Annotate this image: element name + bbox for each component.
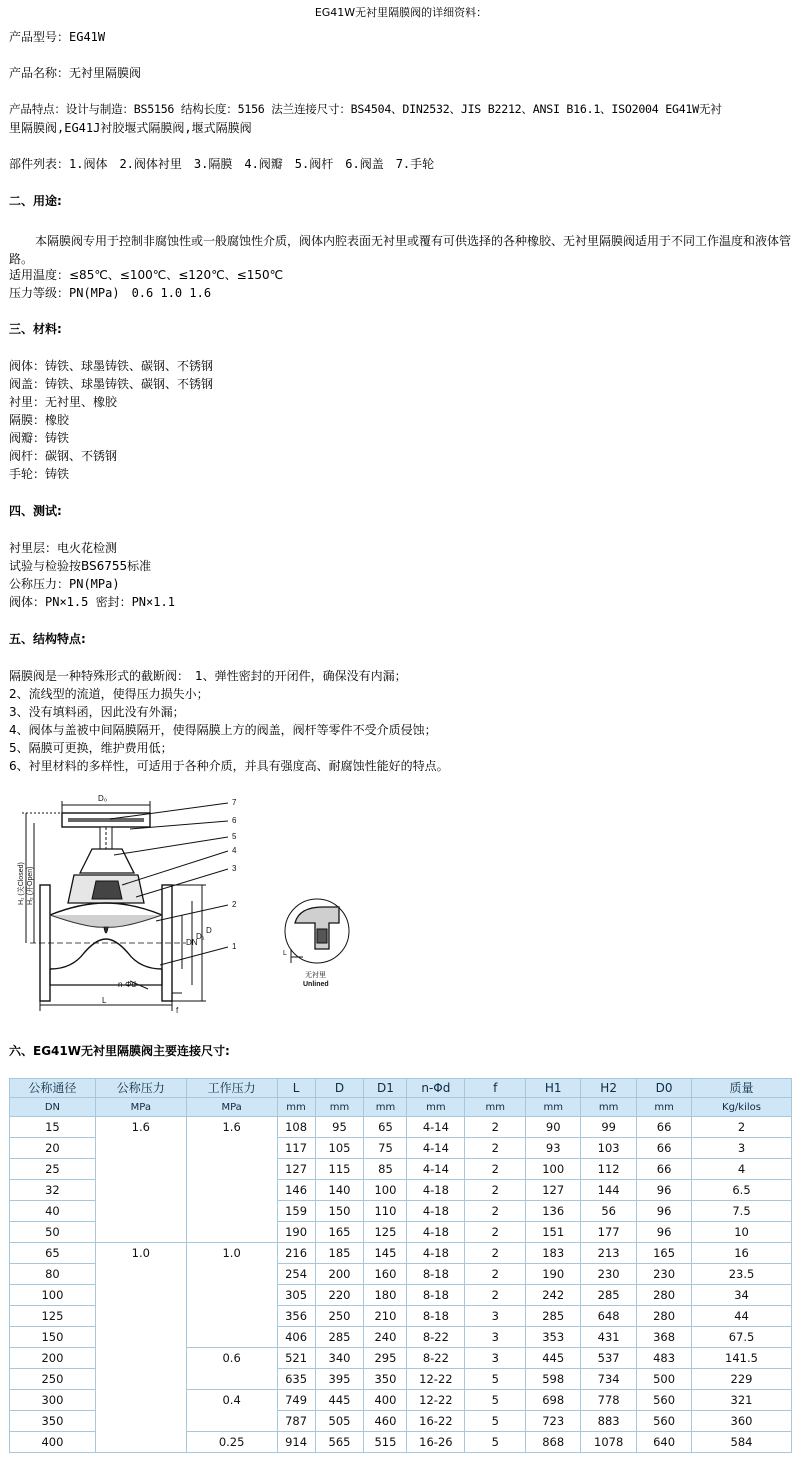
- cell-f: 5: [465, 1390, 526, 1411]
- cell-weight: 23.5: [692, 1264, 792, 1285]
- structure-item: 6、衬里材料的多样性，可适用于各种介质，并具有强度高、耐腐蚀性能好的特点。: [9, 759, 449, 773]
- cell-working-pressure: 1.0: [186, 1243, 277, 1348]
- section-structure-title: 五、结构特点:: [9, 632, 86, 646]
- cell-nominal-pressure: 1.0: [95, 1243, 186, 1453]
- cell-d: 200: [315, 1264, 364, 1285]
- unit-cell: mm: [465, 1098, 526, 1117]
- structure-item: 2、流线型的流道，使得压力损失小；: [9, 687, 209, 701]
- cell-dn: 400: [10, 1432, 96, 1453]
- cell-d0: 560: [637, 1411, 692, 1432]
- cell-f: 3: [465, 1306, 526, 1327]
- cell-f: 2: [465, 1180, 526, 1201]
- structure-item: 4、阀体与盖被中间隔膜隔开，使得隔膜上方的阀盖，阀杆等零件不受介质侵蚀；: [9, 723, 437, 737]
- cell-h1: 136: [526, 1201, 581, 1222]
- material-item: 阀杆：碳钢、不锈钢: [9, 449, 118, 463]
- cell-d0: 96: [637, 1222, 692, 1243]
- header-cell: 公称压力: [95, 1079, 186, 1098]
- cell-h1: 127: [526, 1180, 581, 1201]
- cell-d0: 640: [637, 1432, 692, 1453]
- structure-item: 3、没有填料函，因此没有外漏；: [9, 705, 185, 719]
- cell-d0: 280: [637, 1285, 692, 1306]
- cell-d1: 100: [364, 1180, 407, 1201]
- cell-d0: 500: [637, 1369, 692, 1390]
- material-item: 衬里：无衬里、橡胶: [9, 395, 118, 409]
- detail-label-cn: 无衬里: [305, 972, 326, 979]
- cell-weight: 44: [692, 1306, 792, 1327]
- cell-bolts: 4-18: [407, 1222, 465, 1243]
- cell-bolts: 12-22: [407, 1369, 465, 1390]
- cell-d0: 368: [637, 1327, 692, 1348]
- cell-dn: 25: [10, 1159, 96, 1180]
- cell-l: 117: [277, 1138, 315, 1159]
- cell-dn: 40: [10, 1201, 96, 1222]
- cell-f: 2: [465, 1222, 526, 1243]
- cell-bolts: 8-22: [407, 1327, 465, 1348]
- cell-h2: 112: [581, 1159, 637, 1180]
- header-cell: H2: [581, 1079, 637, 1098]
- cell-bolts: 16-22: [407, 1411, 465, 1432]
- features-line-2: 里隔膜阀,EG41J衬胶堰式隔膜阀,堰式隔膜阀: [9, 121, 252, 135]
- material-item: 阀盖：铸铁、球墨铸铁、碳钢、不锈钢: [9, 377, 214, 391]
- label-dn: DN: [186, 938, 198, 947]
- label-h1: H₁ (关Closed): [18, 862, 25, 905]
- table-body: [10, 1117, 792, 1453]
- cell-dn: 15: [10, 1117, 96, 1138]
- cell-bolts: 8-18: [407, 1264, 465, 1285]
- cell-working-pressure: 0.25: [186, 1432, 277, 1453]
- cell-d: 115: [315, 1159, 364, 1180]
- part-number: 4: [232, 846, 237, 855]
- cell-d: 250: [315, 1306, 364, 1327]
- cell-bolts: 8-18: [407, 1285, 465, 1306]
- cell-dn: 200: [10, 1348, 96, 1369]
- cell-weight: 7.5: [692, 1201, 792, 1222]
- header-cell: H1: [526, 1079, 581, 1098]
- cell-f: 3: [465, 1348, 526, 1369]
- cell-h2: 1078: [581, 1432, 637, 1453]
- cell-dn: 20: [10, 1138, 96, 1159]
- cell-d1: 180: [364, 1285, 407, 1306]
- cell-d: 150: [315, 1201, 364, 1222]
- part-number: 5: [232, 832, 237, 841]
- test-item: 试验与检验按BS6755标准: [9, 559, 152, 573]
- material-item: 阀体：铸铁、球墨铸铁、碳钢、不锈钢: [9, 359, 214, 373]
- cell-f: 5: [465, 1432, 526, 1453]
- cell-weight: 34: [692, 1285, 792, 1306]
- cell-dn: 50: [10, 1222, 96, 1243]
- usage-temperature: 适用温度：≤85℃、≤100℃、≤120℃、≤150℃: [9, 268, 284, 282]
- cell-l: 356: [277, 1306, 315, 1327]
- cell-h2: 883: [581, 1411, 637, 1432]
- cell-h2: 56: [581, 1201, 637, 1222]
- cell-working-pressure: 0.4: [186, 1390, 277, 1432]
- header-cell: D: [315, 1079, 364, 1098]
- cell-weight: 321: [692, 1390, 792, 1411]
- cell-d: 105: [315, 1138, 364, 1159]
- cell-d1: 110: [364, 1201, 407, 1222]
- detail-label-l: L: [283, 950, 287, 957]
- cell-weight: 229: [692, 1369, 792, 1390]
- detail-label-en: Unlined: [303, 981, 329, 988]
- section-dimensions-title: 六、EG41W无衬里隔膜阀主要连接尺寸:: [9, 1044, 230, 1058]
- unit-cell: mm: [315, 1098, 364, 1117]
- unit-cell: mm: [526, 1098, 581, 1117]
- cell-bolts: 4-18: [407, 1180, 465, 1201]
- cell-working-pressure: 0.6: [186, 1348, 277, 1390]
- table-row: [10, 1117, 792, 1138]
- cell-d1: 65: [364, 1117, 407, 1138]
- cell-working-pressure: 1.6: [186, 1117, 277, 1243]
- cell-h2: 99: [581, 1117, 637, 1138]
- cell-d: 505: [315, 1411, 364, 1432]
- cell-bolts: 8-22: [407, 1348, 465, 1369]
- unit-cell: mm: [581, 1098, 637, 1117]
- cell-d: 285: [315, 1327, 364, 1348]
- cell-weight: 141.5: [692, 1348, 792, 1369]
- cell-h1: 698: [526, 1390, 581, 1411]
- label-bolt: n-Φd: [118, 980, 136, 989]
- unit-cell: mm: [364, 1098, 407, 1117]
- cell-h1: 90: [526, 1117, 581, 1138]
- cell-weight: 10: [692, 1222, 792, 1243]
- dimensions-table: [9, 1078, 792, 1453]
- cell-d: 565: [315, 1432, 364, 1453]
- cell-f: 2: [465, 1285, 526, 1306]
- unit-cell: MPa: [95, 1098, 186, 1117]
- part-number: 2: [232, 900, 237, 909]
- structure-item: 5、隔膜可更换，维护费用低；: [9, 741, 173, 755]
- table-units-row: [10, 1098, 792, 1117]
- usage-paragraph: 本隔膜阀专用于控制非腐蚀性或一般腐蚀性介质，阀体内腔表面无衬里或覆有可供选择的各种橡胶、无衬里隔膜阀适用于不同工作温度和液体管路。: [9, 234, 792, 266]
- cell-l: 521: [277, 1348, 315, 1369]
- label-d0: D₀: [98, 794, 108, 803]
- cell-h1: 183: [526, 1243, 581, 1264]
- section-materials-title: 三、材料:: [9, 322, 62, 336]
- cell-d: 140: [315, 1180, 364, 1201]
- cell-bolts: 8-18: [407, 1306, 465, 1327]
- header-cell: 公称通径: [10, 1079, 96, 1098]
- material-item: 手轮：铸铁: [9, 467, 70, 481]
- label-d1: D₁: [196, 932, 205, 941]
- unit-cell: mm: [277, 1098, 315, 1117]
- cell-f: 2: [465, 1117, 526, 1138]
- cell-h2: 431: [581, 1327, 637, 1348]
- cell-bolts: 4-18: [407, 1243, 465, 1264]
- cell-weight: 3: [692, 1138, 792, 1159]
- cell-d0: 165: [637, 1243, 692, 1264]
- section-usage-title: 二、用途:: [9, 194, 62, 208]
- cell-d0: 483: [637, 1348, 692, 1369]
- cell-d0: 66: [637, 1117, 692, 1138]
- header-cell: D0: [637, 1079, 692, 1098]
- cell-h2: 734: [581, 1369, 637, 1390]
- cell-nominal-pressure: 1.6: [95, 1117, 186, 1243]
- cell-bolts: 4-18: [407, 1201, 465, 1222]
- cell-f: 3: [465, 1327, 526, 1348]
- cell-h1: 242: [526, 1285, 581, 1306]
- cell-d0: 96: [637, 1201, 692, 1222]
- cell-f: 2: [465, 1201, 526, 1222]
- structure-item: 隔膜阀是一种特殊形式的截断阀： 1、弹性密封的开闭件，确保没有内漏；: [9, 669, 407, 683]
- cell-h1: 445: [526, 1348, 581, 1369]
- table-header-row: [10, 1079, 792, 1098]
- cell-d: 95: [315, 1117, 364, 1138]
- cell-bolts: 4-14: [407, 1159, 465, 1180]
- cell-h2: 144: [581, 1180, 637, 1201]
- label-d: D: [206, 926, 212, 935]
- material-item: 阀瓣：铸铁: [9, 431, 70, 445]
- header-cell: n-Φd: [407, 1079, 465, 1098]
- cell-d: 220: [315, 1285, 364, 1306]
- features-line-1: 产品特点：设计与制造：BS5156 结构长度：5156 法兰连接尺寸：BS4504、DIN2532、JIS B2212、ANSI B16.1、ISO2004 EG41W无衬: [9, 102, 722, 116]
- cell-h2: 285: [581, 1285, 637, 1306]
- unit-cell: mm: [637, 1098, 692, 1117]
- header-cell: f: [465, 1079, 526, 1098]
- cell-weight: 4: [692, 1159, 792, 1180]
- cell-d: 340: [315, 1348, 364, 1369]
- cell-h2: 778: [581, 1390, 637, 1411]
- cell-bolts: 4-14: [407, 1138, 465, 1159]
- cell-l: 406: [277, 1327, 315, 1348]
- unit-cell: mm: [407, 1098, 465, 1117]
- cell-h2: 648: [581, 1306, 637, 1327]
- cell-f: 2: [465, 1243, 526, 1264]
- cell-dn: 150: [10, 1327, 96, 1348]
- usage-pressure: 压力等级：PN(MPa) 0.6 1.0 1.6: [9, 286, 212, 300]
- table-row: [10, 1243, 792, 1264]
- cell-d1: 75: [364, 1138, 407, 1159]
- label-l: L: [102, 996, 107, 1005]
- cell-dn: 350: [10, 1411, 96, 1432]
- cell-d0: 66: [637, 1159, 692, 1180]
- unlined-detail-drawing: [277, 893, 369, 989]
- unit-cell: DN: [10, 1098, 96, 1117]
- part-number: 1: [232, 942, 237, 951]
- cell-d1: 85: [364, 1159, 407, 1180]
- cell-weight: 16: [692, 1243, 792, 1264]
- cell-h1: 598: [526, 1369, 581, 1390]
- section-tests-title: 四、测试:: [9, 504, 62, 518]
- cell-l: 254: [277, 1264, 315, 1285]
- cell-dn: 32: [10, 1180, 96, 1201]
- cell-l: 146: [277, 1180, 315, 1201]
- cell-d1: 160: [364, 1264, 407, 1285]
- cell-f: 5: [465, 1369, 526, 1390]
- unit-cell: Kg/kilos: [692, 1098, 792, 1117]
- cell-dn: 125: [10, 1306, 96, 1327]
- cell-h1: 100: [526, 1159, 581, 1180]
- cell-l: 108: [277, 1117, 315, 1138]
- cell-l: 749: [277, 1390, 315, 1411]
- cell-dn: 80: [10, 1264, 96, 1285]
- label-h2: H₂ (开Open): [27, 866, 34, 905]
- test-item: 衬里层：电火花检测: [9, 541, 118, 555]
- cell-d1: 515: [364, 1432, 407, 1453]
- cell-weight: 360: [692, 1411, 792, 1432]
- unit-cell: MPa: [186, 1098, 277, 1117]
- cell-d1: 460: [364, 1411, 407, 1432]
- cell-d1: 400: [364, 1390, 407, 1411]
- cell-d0: 96: [637, 1180, 692, 1201]
- cell-l: 216: [277, 1243, 315, 1264]
- cell-d0: 230: [637, 1264, 692, 1285]
- cell-d1: 145: [364, 1243, 407, 1264]
- cell-dn: 100: [10, 1285, 96, 1306]
- cell-d1: 125: [364, 1222, 407, 1243]
- header-cell: L: [277, 1079, 315, 1098]
- cell-h1: 723: [526, 1411, 581, 1432]
- cell-h2: 213: [581, 1243, 637, 1264]
- name-line: 产品名称：无衬里隔膜阀: [9, 66, 142, 80]
- cell-h1: 868: [526, 1432, 581, 1453]
- header-cell: 工作压力: [186, 1079, 277, 1098]
- cell-dn: 65: [10, 1243, 96, 1264]
- test-item: 公称压力：PN(MPa): [9, 577, 120, 591]
- cell-d: 395: [315, 1369, 364, 1390]
- cell-f: 2: [465, 1159, 526, 1180]
- cell-d0: 560: [637, 1390, 692, 1411]
- cell-d0: 280: [637, 1306, 692, 1327]
- header-cell: 质量: [692, 1079, 792, 1098]
- page-title: EG41W无衬里隔膜阀的详细资料：: [314, 6, 488, 19]
- material-item: 隔膜：橡胶: [9, 413, 70, 427]
- cell-bolts: 4-14: [407, 1117, 465, 1138]
- cell-weight: 2: [692, 1117, 792, 1138]
- cell-l: 305: [277, 1285, 315, 1306]
- cell-h1: 93: [526, 1138, 581, 1159]
- cell-d: 185: [315, 1243, 364, 1264]
- model-line: 产品型号：EG41W: [9, 30, 106, 44]
- cell-h1: 285: [526, 1306, 581, 1327]
- cell-l: 159: [277, 1201, 315, 1222]
- part-number: 6: [232, 816, 237, 825]
- cell-l: 190: [277, 1222, 315, 1243]
- cell-f: 2: [465, 1264, 526, 1285]
- label-f: f: [176, 1006, 179, 1015]
- cell-d1: 295: [364, 1348, 407, 1369]
- cell-l: 127: [277, 1159, 315, 1180]
- cell-h1: 353: [526, 1327, 581, 1348]
- cell-d: 445: [315, 1390, 364, 1411]
- cell-weight: 584: [692, 1432, 792, 1453]
- part-number: 3: [232, 864, 237, 873]
- cell-f: 2: [465, 1138, 526, 1159]
- cell-h1: 190: [526, 1264, 581, 1285]
- cell-l: 635: [277, 1369, 315, 1390]
- cell-h1: 151: [526, 1222, 581, 1243]
- cell-d: 165: [315, 1222, 364, 1243]
- cell-d0: 66: [637, 1138, 692, 1159]
- cell-f: 5: [465, 1411, 526, 1432]
- cell-h2: 177: [581, 1222, 637, 1243]
- cell-d1: 350: [364, 1369, 407, 1390]
- cell-dn: 250: [10, 1369, 96, 1390]
- test-item: 阀体：PN×1.5 密封：PN×1.1: [9, 595, 175, 609]
- cell-l: 787: [277, 1411, 315, 1432]
- cell-bolts: 16-26: [407, 1432, 465, 1453]
- cell-d1: 240: [364, 1327, 407, 1348]
- cell-d1: 210: [364, 1306, 407, 1327]
- part-number: 7: [232, 798, 237, 807]
- parts-line: 部件列表：1.阀体 2.阀体衬里 3.隔膜 4.阀瓣 5.阀杆 6.阀盖 7.手轮: [9, 157, 435, 171]
- cell-h2: 537: [581, 1348, 637, 1369]
- cell-dn: 300: [10, 1390, 96, 1411]
- cell-bolts: 12-22: [407, 1390, 465, 1411]
- cell-weight: 67.5: [692, 1327, 792, 1348]
- header-cell: D1: [364, 1079, 407, 1098]
- cell-h2: 103: [581, 1138, 637, 1159]
- cell-l: 914: [277, 1432, 315, 1453]
- cell-h2: 230: [581, 1264, 637, 1285]
- cell-weight: 6.5: [692, 1180, 792, 1201]
